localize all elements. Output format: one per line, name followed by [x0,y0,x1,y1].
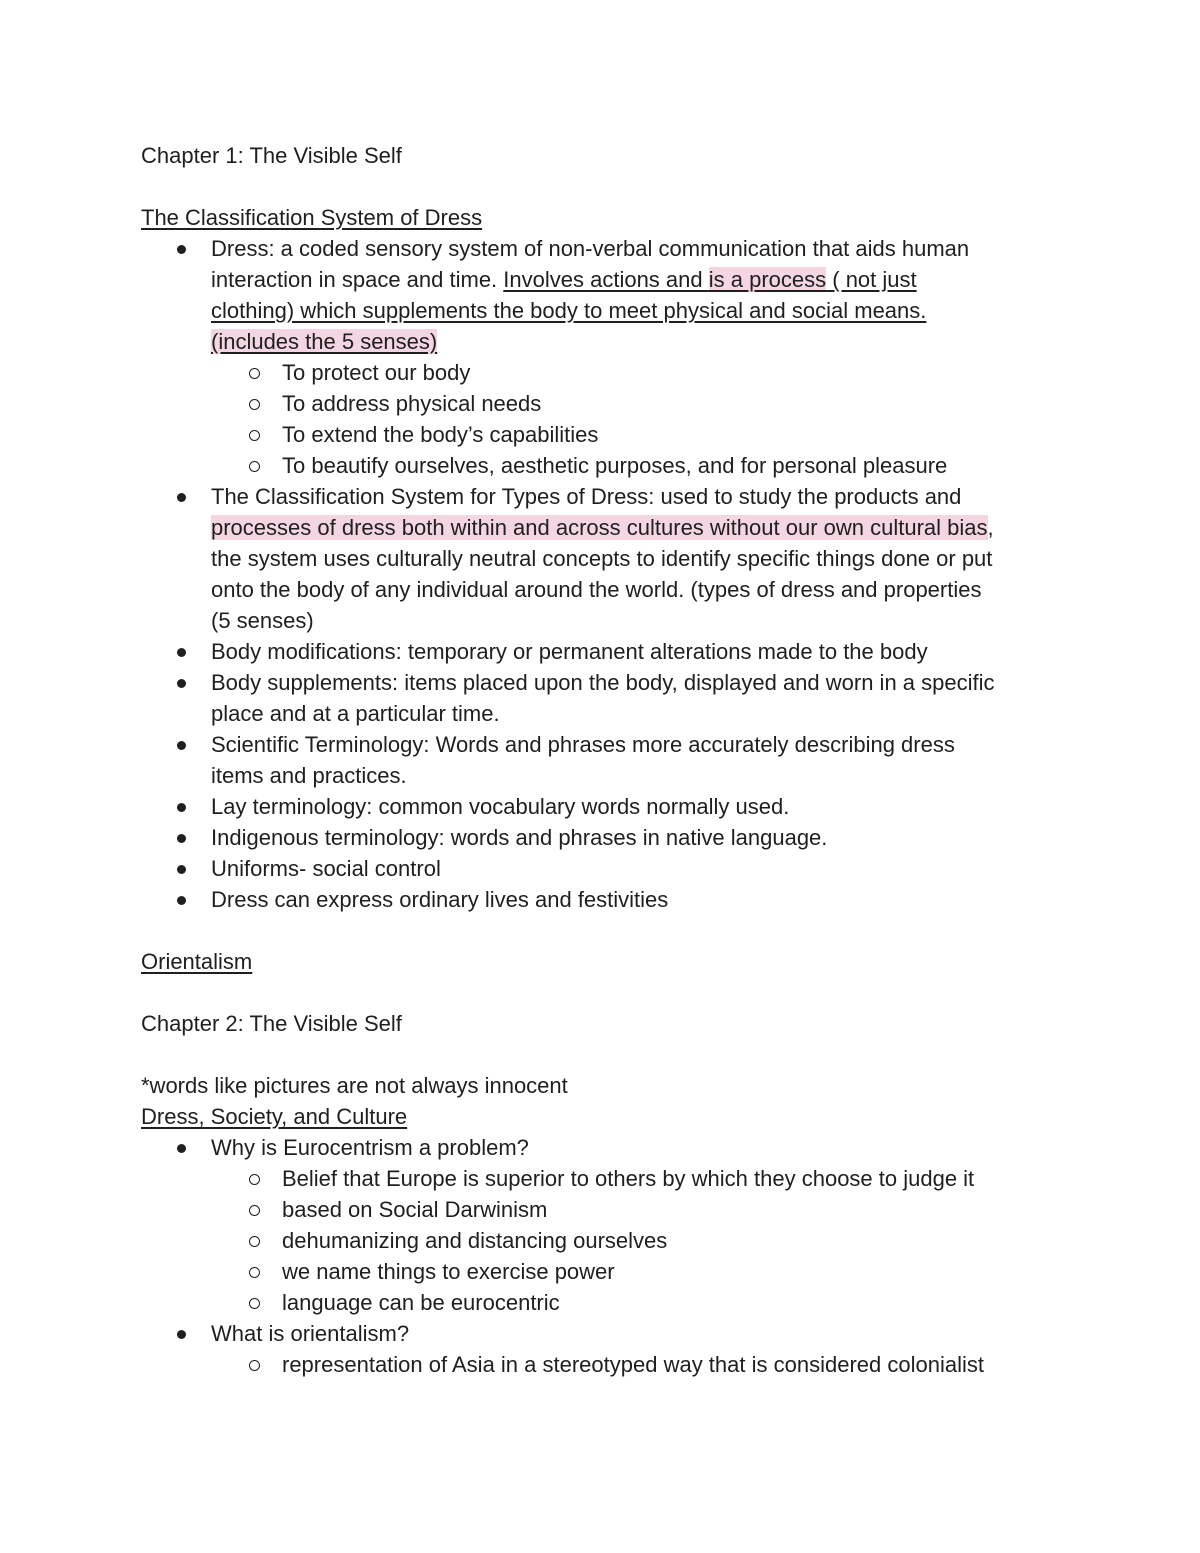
chapter-2-title: Chapter 2: The Visible Self [141,1011,402,1036]
bullet-text-continued: place and at a particular time. [211,701,500,726]
spacer [141,915,1061,946]
sub-bullet [141,1256,1061,1287]
dress-line-1: Dress: a coded sensory system of non-verbal communication that aids human [211,236,970,261]
spacer [141,171,1061,202]
classification-line-4: onto the body of any individual around the world. (types of dress and properties [211,577,982,602]
section-heading-classification: The Classification System of Dress [141,205,483,230]
dress-line-2-plain: interaction in space and time. [211,267,504,292]
hollow-bullet-icon [249,368,260,379]
sub-bullet-text: based on Social Darwinism [282,1197,548,1222]
bullet-eurocentrism-question [141,1132,1061,1163]
spacer [141,977,1061,1008]
bullet-icon [177,803,186,812]
dress-underlined-part-1: Involves actions and [503,267,709,292]
hollow-bullet-icon [249,1360,260,1371]
bullet-classification-system [141,481,1061,636]
bullet-icon [177,1330,186,1339]
document-page [141,140,1061,1380]
bullet-dress [141,233,1061,357]
sub-bullet-text: we name things to exercise power [282,1259,615,1284]
bullet-text: Dress can express ordinary lives and festivities [211,887,669,912]
bullet-text: Lay terminology: common vocabulary words normally used. [211,794,790,819]
bullet-text-continued: items and practices. [211,763,407,788]
hollow-bullet-icon [249,461,260,472]
bullet-icon [177,865,186,874]
sub-bullet [141,388,1061,419]
bullet-icon [177,834,186,843]
sub-bullet-text: To address physical needs [282,391,542,416]
sub-bullet [141,1349,1061,1380]
sub-bullet-text: representation of Asia in a stereotyped way that is considered colonialist [282,1352,984,1377]
classification-line-3: the system uses culturally neutral concepts to identify specific things done or put [211,546,993,571]
bullet-uniforms [141,853,1061,884]
bullet-icon [177,493,186,502]
dress-underlined-part-2: ( not just [826,267,917,292]
classification-line-2 [211,512,1061,543]
sub-bullet-text: language can be eurocentric [282,1290,560,1315]
bullet-icon [177,896,186,905]
sub-bullet-text: dehumanizing and distancing ourselves [282,1228,668,1253]
bullet-lay-terminology [141,791,1061,822]
bullet-icon [177,679,186,688]
orientalism-heading: Orientalism [141,949,253,974]
hollow-bullet-icon [249,1298,260,1309]
bullet-dress-express [141,884,1061,915]
chapter-1-title: Chapter 1: The Visible Self [141,143,402,168]
dress-line-2-underlined [503,267,916,292]
sub-bullet [141,419,1061,450]
sub-bullet-text: To extend the body’s capabilities [282,422,599,447]
hollow-bullet-icon [249,1205,260,1216]
sub-bullet-text: Belief that Europe is superior to others by which they choose to judge it [282,1166,975,1191]
hollow-bullet-icon [249,1267,260,1278]
bullet-icon [177,648,186,657]
section-heading-dress-society-culture: Dress, Society, and Culture [141,1104,408,1129]
hollow-bullet-icon [249,1174,260,1185]
sub-bullet [141,1287,1061,1318]
bullet-text: Body supplements: items placed upon the body, displayed and worn in a specific [211,670,995,695]
bullet-text: What is orientalism? [211,1321,410,1346]
bullet-body-modifications [141,636,1061,667]
dress-line-2 [211,264,1061,295]
hollow-bullet-icon [249,430,260,441]
dress-line-4 [211,326,1061,357]
bullet-text: Indigenous terminology: words and phrases in native language. [211,825,828,850]
spacer [141,1039,1061,1070]
bullet-orientalism-question [141,1318,1061,1349]
sub-bullet-text: To beautify ourselves, aesthetic purposes, and for personal pleasure [282,453,948,478]
hollow-bullet-icon [249,1236,260,1247]
classification-line-1: The Classification System for Types of Dress: used to study the products and [211,484,962,509]
bullet-text: Uniforms- social control [211,856,441,881]
sub-bullet [141,357,1061,388]
bullet-icon [177,741,186,750]
bullet-icon [177,245,186,254]
hollow-bullet-icon [249,399,260,410]
dress-highlight-senses: (includes the 5 senses) [211,329,438,354]
sub-bullet [141,1163,1061,1194]
sub-bullet [141,1194,1061,1225]
dress-highlight-process: is a process [708,267,827,292]
classification-line-5: (5 senses) [211,608,314,633]
bullet-text: Scientific Terminology: Words and phrases more accurately describing dress [211,732,955,757]
sub-bullet [141,450,1061,481]
classification-highlight: processes of dress both within and across cultures without our own cultural bias [211,515,988,540]
bullet-indigenous-terminology [141,822,1061,853]
sub-bullet [141,1225,1061,1256]
dress-line-3: clothing) which supplements the body to meet physical and social means. [211,298,927,323]
classification-line-2-tail: , [987,515,994,540]
bullet-icon [177,1144,186,1153]
bullet-scientific-terminology [141,729,1061,791]
chapter-2-note: *words like pictures are not always innocent [141,1073,568,1098]
bullet-body-supplements [141,667,1061,729]
bullet-text: Why is Eurocentrism a problem? [211,1135,529,1160]
sub-bullet-text: To protect our body [282,360,471,385]
bullet-text: Body modifications: temporary or permanent alterations made to the body [211,639,928,664]
